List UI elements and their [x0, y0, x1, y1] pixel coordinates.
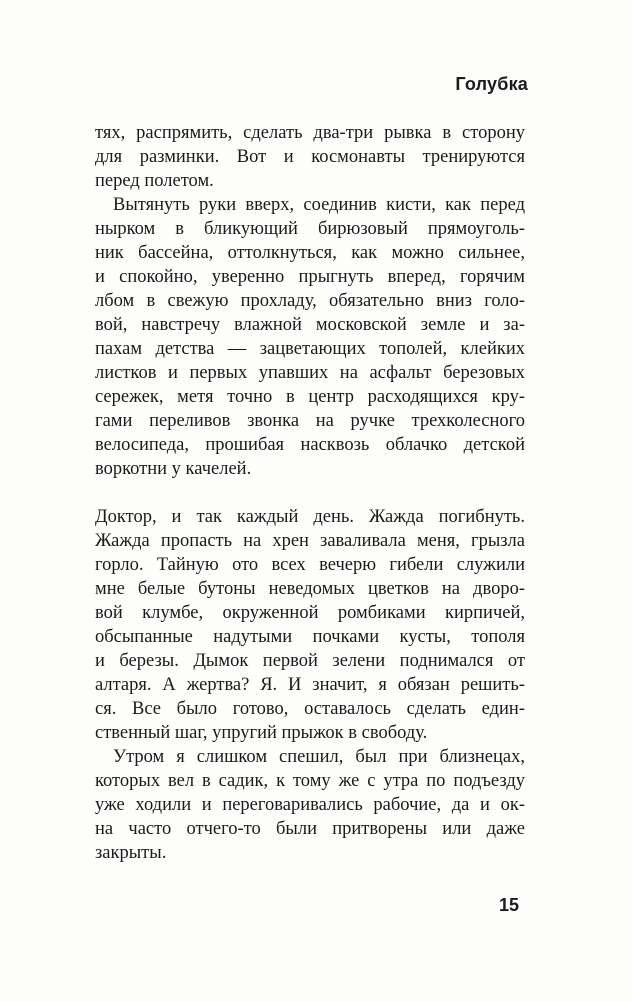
text-line: Утром я слишком спешил, был при близнецах,	[113, 747, 525, 767]
text-line: обсыпанные надутыми почками кусты, тополя	[95, 627, 525, 647]
running-head	[95, 74, 528, 95]
text-line: вой, навстречу влажной московской земле и за-	[95, 315, 525, 335]
paragraph	[95, 745, 525, 865]
page-text	[95, 121, 525, 865]
text-line: перед полетом.	[95, 171, 214, 191]
text-line: тях, распрямить, сделать два-три рывка в сторону	[95, 123, 525, 143]
text-line: мне белые бутоны неведомых цветков на дворо-	[95, 579, 525, 599]
paragraph	[95, 121, 525, 193]
text-line: алтаря. А жертва? Я. И значит, я обязан решить-	[95, 675, 525, 695]
page-number: 15	[498, 895, 519, 915]
text-line: сережек, метя точно в центр расходящихся кру-	[95, 387, 525, 407]
text-line: на часто отчего-то были притворены или даже	[95, 819, 525, 839]
text-line: горло. Тайную ото всех вечерю гибели служили	[95, 555, 525, 575]
text-line: ся. Все было готово, оставалось сделать един-	[95, 699, 525, 719]
page-footer	[95, 895, 519, 916]
text-line: вой клумбе, окруженной ромбиками кирпичей,	[95, 603, 525, 623]
text-line: воркотни у качелей.	[95, 459, 252, 479]
text-line: лбом в свежую прохладу, обязательно вниз голо-	[95, 291, 525, 311]
text-line: Жажда пропасть на хрен заваливала меня, грызла	[95, 531, 525, 551]
text-line: и спокойно, уверенно прыгнуть вперед, горячим	[95, 267, 525, 287]
text-line: нырком в бликующий бирюзовый прямоуголь-	[95, 219, 525, 239]
text-line: для разминки. Вот и космонавты тренируются	[95, 147, 525, 167]
text-line: Вытянуть руки вверх, соединив кисти, как перед	[113, 195, 525, 215]
text-line: закрыты.	[95, 843, 167, 863]
text-line: ственный шаг, упругий прыжок в свободу.	[95, 723, 428, 743]
text-line: пахам детства — зацветающих тополей, клейких	[95, 339, 525, 359]
text-line: гами переливов звонка на ручке трехколесного	[95, 411, 525, 431]
text-line: велосипеда, прошибая насквозь облачко детской	[95, 435, 525, 455]
text-line: Доктор, и так каждый день. Жажда погибнуть.	[95, 507, 525, 527]
text-line: листков и первых упавших на асфальт березовых	[95, 363, 525, 383]
text-line: которых вел в садик, к тому же с утра по подъезду	[95, 771, 525, 791]
text-line: и березы. Дымок первой зелени поднимался от	[95, 651, 525, 671]
text-line: ник бассейна, оттолкнуться, как можно сильнее,	[95, 243, 525, 263]
text-line: уже ходили и переговаривались рабочие, да и ок-	[95, 795, 525, 815]
paragraph	[95, 193, 525, 481]
running-head-title: Голубка	[455, 74, 528, 94]
paragraph	[95, 505, 525, 745]
